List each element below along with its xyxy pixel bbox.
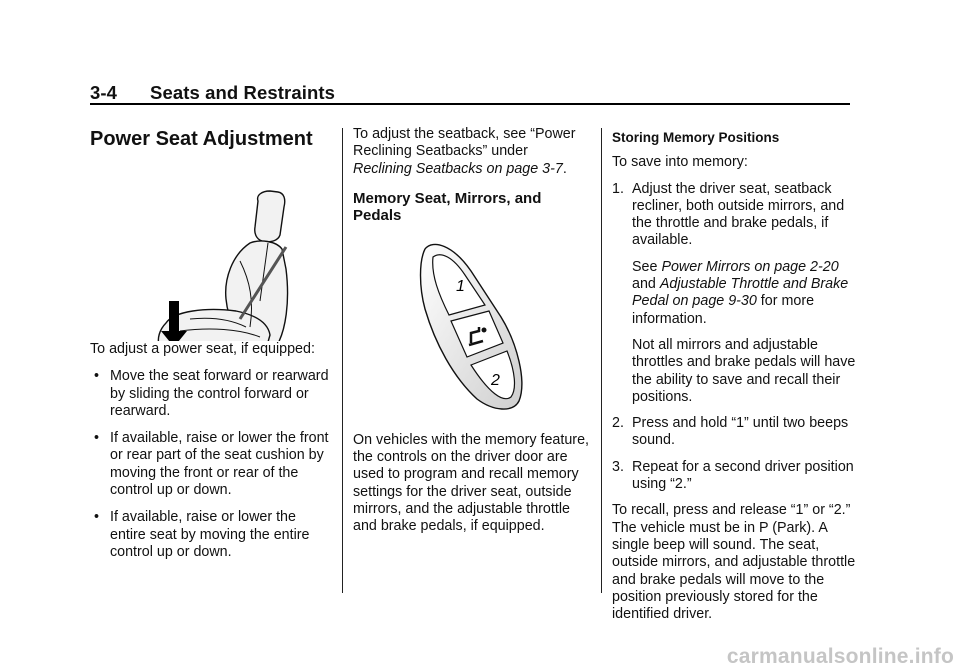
storing-memory-heading: Storing Memory Positions — [612, 130, 780, 145]
section-title: Seats and Restraints — [150, 82, 336, 103]
see-references: See Power Mirrors on page 2-20 and Adjustable Throttle and Brake Pedal on page 9-30 for more information. — [632, 258, 849, 327]
reclining-seatbacks-link[interactable]: Reclining Seatbacks on page 3-7 — [353, 160, 563, 177]
power-seat-intro: To adjust a power seat, if equipped: — [90, 341, 315, 357]
list-item: • If available, raise or lower the entire seat by moving the entire control up or down. — [94, 509, 310, 560]
list-item: • If available, raise or lower the front or rear part of the seat cushion by moving the front or rear of the control up or down. — [94, 430, 329, 499]
column-1 — [90, 124, 330, 561]
seatback-reference: To adjust the seatback, see “Power Reclining Seatbacks” under Reclining Seatbacks on page 3-7. — [353, 126, 576, 177]
power-seat-heading: Power Seat Adjustment — [90, 128, 313, 150]
list-item: 2. Press and hold “1” until two beeps sound. — [612, 415, 849, 449]
list-item: 3. Repeat for a second driver position using “2.” — [612, 458, 854, 493]
page-header — [90, 82, 335, 104]
list-item: • Move the seat forward or rearward by sliding the control forward or rearward. — [94, 368, 329, 419]
button-2-label: 2 — [491, 371, 500, 389]
power-mirrors-link[interactable]: Power Mirrors on page 2-20 — [661, 258, 839, 275]
column-3 — [612, 124, 857, 632]
memory-feature-text: On vehicles with the memory feature, the controls on the driver door are used to program and recall memory settings for the driver seat, outside mirrors, and the adjustable throttle and brake pedals, if equipped. — [353, 431, 589, 535]
header-rule — [90, 103, 850, 105]
power-seat-illustration — [90, 151, 330, 341]
column-divider — [342, 128, 343, 593]
not-all-note: Not all mirrors and adjustable throttles and brake pedals will have the ability to save and recall their positions. — [632, 336, 856, 405]
memory-buttons-illustration — [353, 231, 593, 429]
button-1-label: 1 — [456, 277, 465, 295]
recall-text: To recall, press and release “1” or “2.” The vehicle must be in P (Park). A single beep will sound. The seat, outside mirrors, and adjustable throttle and brake pedals will move to the position previously stored for the identified driver. — [612, 502, 856, 623]
column-2 — [353, 124, 593, 545]
list-item: 1. Adjust the driver seat, seatback recliner, both outside mirrors, and the throttle and brake pedals, if available. — [612, 180, 845, 249]
section-number: 3-4 — [90, 82, 118, 103]
memory-seat-heading: Memory Seat, Mirrors, and Pedals — [353, 189, 542, 225]
adjustable-pedal-link[interactable]: Adjustable Throttle and Brake Pedal on page 9-30 — [632, 276, 849, 310]
watermark: carmanualsonline.info — [726, 645, 954, 668]
column-divider — [601, 128, 602, 593]
save-intro: To save into memory: — [612, 154, 748, 171]
